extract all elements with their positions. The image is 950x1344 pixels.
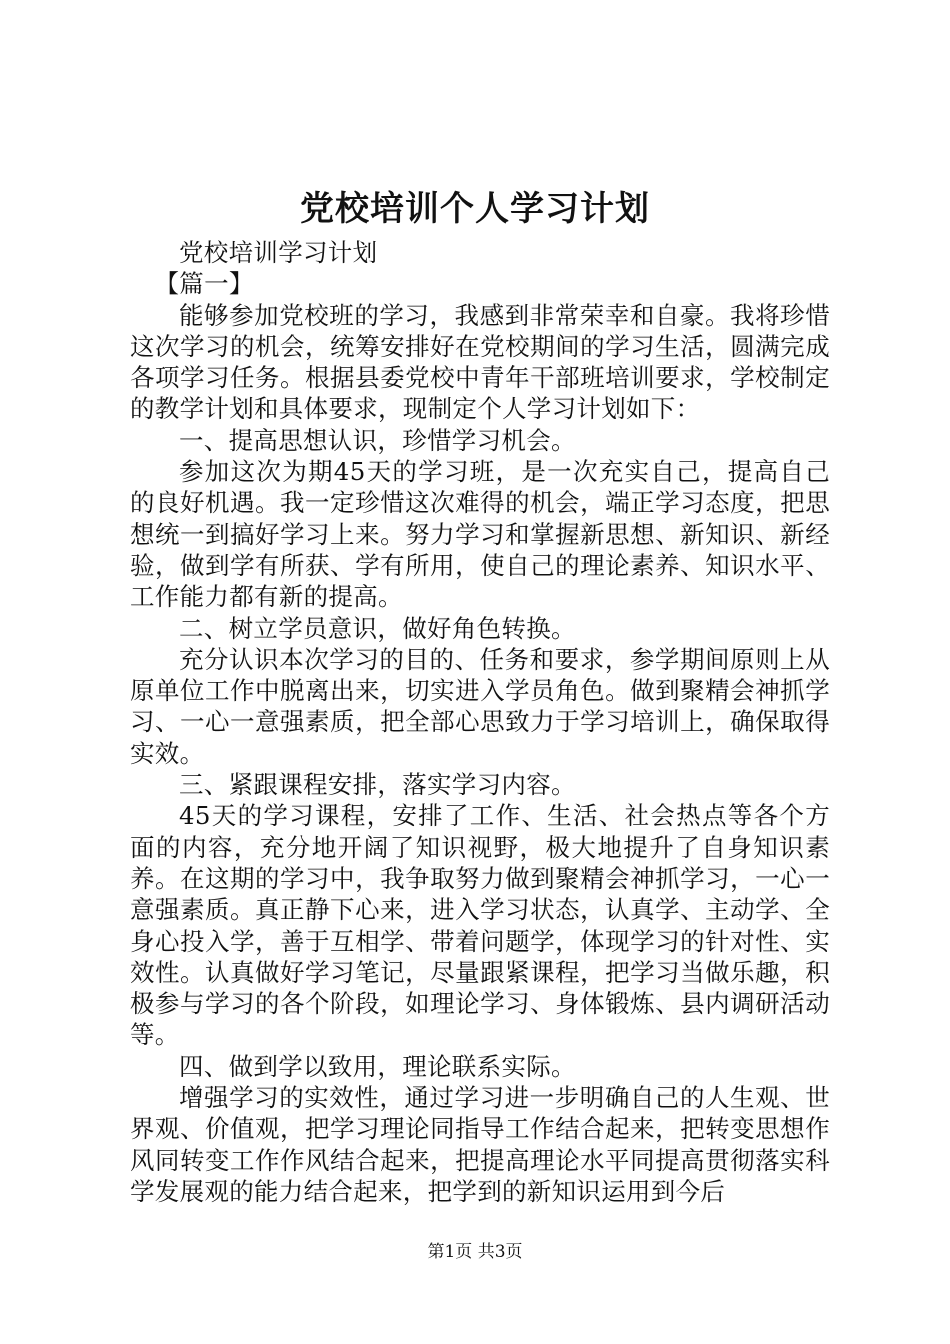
document-title: 党校培训个人学习计划	[300, 189, 650, 229]
heading-1: 一、提高思想认识，珍惜学习机会。	[179, 425, 576, 455]
heading-4: 四、做到学以致用，理论联系实际。	[179, 1051, 576, 1081]
heading-3: 三、紧跟课程安排，落实学习内容。	[179, 770, 576, 800]
document-body	[130, 237, 830, 1207]
paragraph-2: 充分认识本次学习的目的、任务和要求，参学期间原则上从原单位工作中脱离出来，切实进入学员角色。做到聚精会神抓学习、一心一意强素质，把全部心思致力于学习培训上，确保取得实效。	[130, 644, 830, 768]
section-marker: 【篇一】	[154, 269, 254, 299]
paragraph-4: 增强学习的实效性，通过学习进一步明确自己的人生观、世界观、价值观，把学习理论同指导工作结合起来，把转变思想作风同转变工作作风结合起来，把提高理论水平同提高贯彻落实科学发展观的能力结合起来，把学到的新知识运用到今后	[130, 1083, 830, 1206]
paragraph-intro: 能够参加党校班的学习，我感到非常荣幸和自豪。我将珍惜这次学习的机会，统筹安排好在党校期间的学习生活，圆满完成各项学习任务。根据县委党校中青年干部班培训要求，学校制定的教学计划和具体要求，现制定个人学习计划如下：	[130, 300, 830, 424]
paragraph-3: 45天的学习课程，安排了工作、生活、社会热点等各个方面的内容，充分地开阔了知识视野，极大地提升了自身知识素养。在这期的学习中，我争取努力做到聚精会神抓学习，一心一意强素质。真正静下心来，进入学习状态，认真学、主动学、全身心投入学，善于互相学、带着问题学，体现学习的针对性、实效性。认真做好学习笔记，尽量跟紧课程，把学习当做乐趣，积极参与学习的各个阶段，如理论学习、身体锻炼、县内调研活动等。	[130, 801, 830, 1050]
heading-2: 二、树立学员意识，做好角色转换。	[179, 613, 576, 643]
document-subtitle: 党校培训学习计划	[179, 238, 378, 267]
paragraph-1: 参加这次为期45天的学习班，是一次充实自己，提高自己的良好机遇。我一定珍惜这次难得的机会，端正学习态度，把思想统一到搞好学习上来。努力学习和掌握新思想、新知识、新经验，做到学有所获、学有所用，使自己的理论素养、知识水平、工作能力都有新的提高。	[130, 457, 830, 612]
page-footer: 第1页 共3页	[427, 1242, 523, 1262]
